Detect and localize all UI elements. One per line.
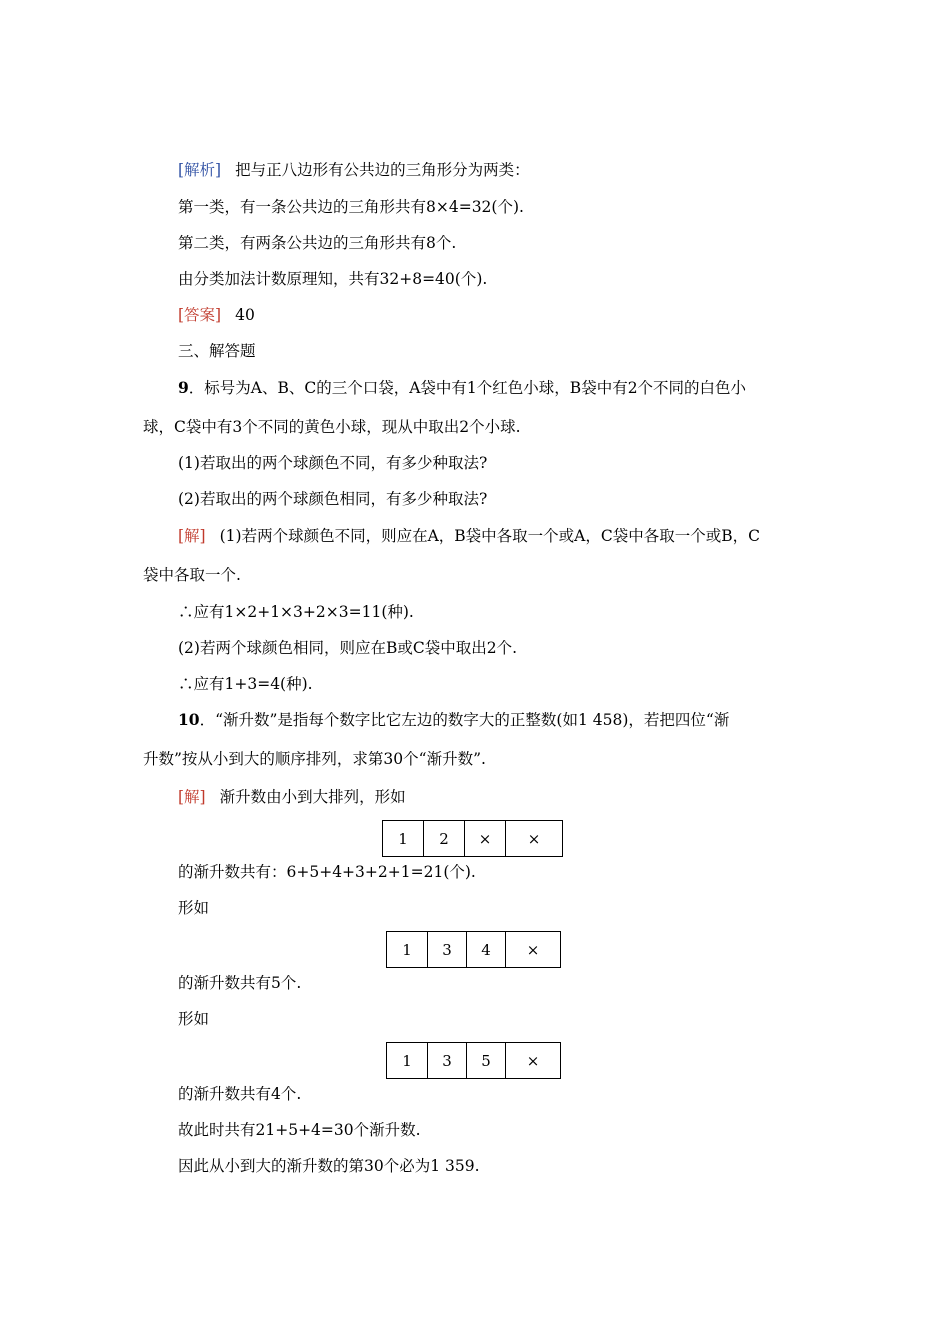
text-line: ∴应有1+3=4(种). bbox=[178, 675, 313, 693]
digit-cell: × bbox=[465, 821, 506, 857]
text-line: 故此时共有21+5+4=30个渐升数. bbox=[178, 1121, 421, 1139]
analysis-text: 把与正八边形有公共边的三角形分为两类： bbox=[235, 161, 530, 179]
solution-tag: [解] bbox=[178, 788, 206, 806]
text-line: 球，C袋中有3个不同的黄色小球，现从中取出2个小球. bbox=[143, 418, 521, 436]
text-line: 袋中各取一个. bbox=[143, 566, 241, 584]
question-number: 10 bbox=[178, 710, 200, 729]
answer-value: 40 bbox=[235, 306, 255, 324]
digit-cell: 2 bbox=[424, 821, 465, 857]
text-line: 由分类加法计数原理知，共有32+8=40(个). bbox=[178, 270, 488, 288]
digit-cell: 3 bbox=[428, 932, 467, 968]
digit-cell: 4 bbox=[467, 932, 506, 968]
analysis-line bbox=[178, 160, 530, 180]
question-text: ．“渐升数”是指每个数字比它左边的数字大的正整数(如1 458)，若把四位“渐 bbox=[199, 711, 730, 729]
text-line: 形如 bbox=[178, 1010, 210, 1028]
digit-cell: 5 bbox=[467, 1043, 506, 1079]
digit-cell: × bbox=[506, 1043, 561, 1079]
text-line: (2)若两个球颜色相同，则应在B或C袋中取出2个. bbox=[178, 639, 517, 657]
digit-cell: 3 bbox=[428, 1043, 467, 1079]
text-line: ∴应有1×2+1×3+2×3=11(种). bbox=[178, 603, 414, 621]
answer-tag: [答案] bbox=[178, 306, 222, 324]
digit-cell: 1 bbox=[383, 821, 424, 857]
text-line: 的渐升数共有：6+5+4+3+2+1=21(个). bbox=[178, 863, 476, 881]
digit-table-1 bbox=[382, 820, 563, 857]
solution-10-line bbox=[178, 787, 406, 807]
text-line: 的渐升数共有5个. bbox=[178, 974, 302, 992]
text-line: 第二类，有两条公共边的三角形共有8个. bbox=[178, 234, 457, 252]
question-9-line bbox=[178, 378, 746, 398]
digit-table-2 bbox=[386, 931, 561, 968]
digit-cell: × bbox=[506, 932, 561, 968]
question-number: 9 bbox=[178, 378, 189, 397]
solution-text: 渐升数由小到大排列，形如 bbox=[219, 788, 406, 806]
analysis-tag: [解析] bbox=[178, 161, 222, 179]
section-heading: 三、解答题 bbox=[178, 342, 256, 360]
text-line: 因此从小到大的渐升数的第30个必为1 359. bbox=[178, 1157, 480, 1175]
question-text: ．标号为A、B、C的三个口袋，A袋中有1个红色小球，B袋中有2个不同的白色小 bbox=[188, 379, 747, 397]
solution-text: (1)若两个球颜色不同，则应在A，B袋中各取一个或A，C袋中各取一个或B，C bbox=[219, 527, 760, 545]
text-line: 第一类，有一条公共边的三角形共有8×4=32(个). bbox=[178, 198, 524, 216]
digit-cell: × bbox=[506, 821, 563, 857]
digit-table-3 bbox=[386, 1042, 561, 1079]
text-line: 形如 bbox=[178, 899, 210, 917]
solution-tag: [解] bbox=[178, 527, 206, 545]
question-10-line bbox=[178, 710, 729, 730]
digit-cell: 1 bbox=[387, 932, 428, 968]
text-line: 升数”按从小到大的顺序排列，求第30个“渐升数”. bbox=[143, 750, 486, 768]
digit-cell: 1 bbox=[387, 1043, 428, 1079]
solution-9-line bbox=[178, 526, 760, 546]
text-line: (2)若取出的两个球颜色相同，有多少种取法? bbox=[178, 490, 488, 508]
text-line: (1)若取出的两个球颜色不同，有多少种取法? bbox=[178, 454, 488, 472]
text-line: 的渐升数共有4个. bbox=[178, 1085, 302, 1103]
answer-line bbox=[178, 305, 255, 325]
